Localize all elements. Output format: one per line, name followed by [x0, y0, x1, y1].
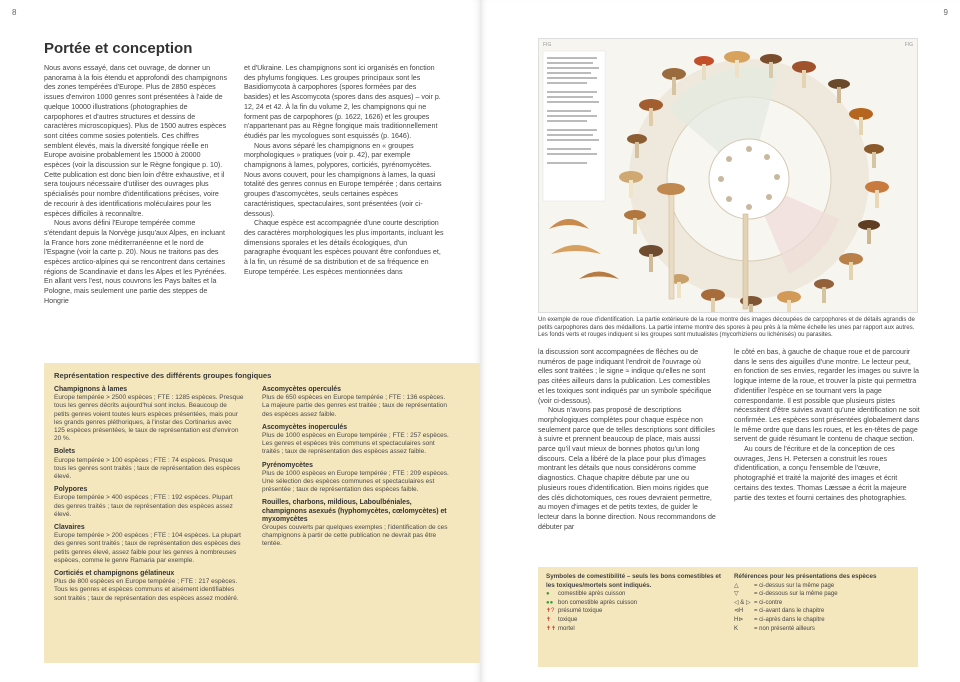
legend-label: présumé toxique: [558, 608, 603, 615]
legend-item: [734, 590, 910, 599]
legend-item: [734, 625, 910, 634]
legend-item: [546, 616, 722, 625]
left-column-2: [244, 64, 444, 277]
group-text: Groupes couverts par quelques exemples ; l'identification de ces champignons à partir de cette publication ne devrait pas être tentée.: [262, 524, 448, 548]
paragraph: Nous avons séparé les champignons en « groupes morphologiques » pratiques (voir p. 42), par exemple champignons à lames, polypores, corticiés, pyrénomycètes. Nous avons couvert, pour les champignons à lames, la quasi totalité des genres connus en Europe tempérée ; dans certains groupes d'ascomycètes, seuls certaines espèces caractéristiques, spectaculaires, sont présentées (voir ci-dessous).: [244, 141, 442, 218]
group-name: Corticiés et champignons gélatineux: [54, 570, 175, 578]
groups-column-1: [54, 386, 244, 608]
edible-icon: ●: [546, 591, 550, 598]
above-icon: △: [734, 582, 739, 589]
edibility-legend: [546, 573, 722, 661]
paragraph: le côté en bas, à gauche de chaque roue et de parcourir dans le sens des aiguilles d'une montre. Le lecteur peut, en fonction de ses envies, regarder les images ou suivre la logique interne de la roue, et trouver la piste qui permettra d'identifier l'espèce en se tournant vers la page correspondante. Il est possible que plusieurs pistes nécessitent d'être suivies avant qu'une identification ne soit confirmée. Les espèces sont présentées globalement dans le même ordre que dans les roues, et les en-têtes de page servent de guide résumant le contenu de chaque section.: [734, 348, 920, 444]
opposite-icon: ◁ & ▷: [734, 599, 751, 606]
identification-wheel-figure: [538, 38, 918, 313]
legend-label: = ci-après dans le chapitre: [754, 616, 825, 623]
group-name: Polypores: [54, 486, 88, 494]
legend-item: [734, 616, 910, 625]
group-text: Europe tempérée > 200 espèces ; FTE : 104 espèces. La plupart des genres sont traités ; taux de représentation des espèces des petits genres élevé, assez faible pour les genres à nombreuses espèces, comme le genre Ramaria par exemple.: [54, 532, 241, 564]
legend-label: = ci-contre: [754, 599, 783, 606]
legend-label: mortel: [558, 625, 575, 632]
symbols-legend: [538, 567, 918, 667]
group-text: Europe tempérée > 100 espèces ; FTE : 74 espèces. Presque tous les genres sont traités ; taux de représentation des espèces élevé.: [54, 456, 241, 481]
good-edible-icon: ●●: [546, 599, 554, 606]
legend-label: = ci-dessus sur la même page: [754, 582, 835, 589]
references-legend: [734, 573, 910, 661]
paragraph: Nous avons essayé, dans cet ouvrage, de donner un panorama à la fois étendu et approfondi des champignons des zones tempérées d'Europe. Plus de 2850 espèces issues d'environ 1000 genres sont présentées à l'aide de quelque 10000 illustrations (photographies de carpophores et d'autres structures et dessins de caractères microscopiques). Plus de 1500 autres espèces sont citées comme sosies potentiels. Ces chiffres semblent élevés, mais la diversité fongique réelle en Europe avoisine probablement les 15000 à 20000 espèces (voir la discussion sur le Règne fongique p. 10). Cette publication est donc bien loin d'être exhaustive, et il sera toujours nécessaire d'utiliser des ouvrages plus spécialisés pour nombre d'identifications précises, voire de recourir à des identifications moléculaires pour les espèces difficiles à reconnaître.: [44, 64, 227, 218]
not-elsewhere-icon: K: [734, 625, 739, 632]
paragraph: et d'Ukraine. Les champignons sont ici organisés en fonction des phylums fongiques. Les groupes principaux sont les Basidiomycota à carpophores (spores formées par des basides) et les Ascomycota (spores dans des asques) – voir p. 12, 24 et 42. À la fin du volume 2, les champignons qui ne forment pas de carpophores (p. 1622, 1626) et les groupes n'appartenant pas au Règne fongique mais traditionnellement étudiés par les mycologues sont esquissés (p. 1646).: [244, 64, 441, 140]
group-name: Clavaires: [54, 524, 85, 532]
legend-item: [734, 599, 910, 608]
legend-item: [734, 607, 910, 616]
legend-label: bon comestible après cuisson: [558, 599, 638, 606]
group-entry: [262, 424, 452, 457]
paragraph: Chaque espèce est accompagnée d'une courte description des caractères morphologiques les plus importants, incluant les dimensions sporales et les détails écologiques, d'un paragraphe évoquant les espèces pouvant être confondues et, à la fin, un résumé de sa distribution et de sa fréquence en Europe tempérée. Les espèces mentionnées dans: [244, 219, 444, 276]
edibility-legend-title: Symboles de comestibilité – seuls les bons comestibles et les toxiques/mortels sont indiqués.: [546, 573, 721, 589]
before-icon: ⊲H: [734, 608, 744, 615]
left-column-1: [44, 64, 228, 307]
groups-box-title: Représentation respective des différents groupes fongiques: [54, 371, 272, 380]
group-name: Rouilles, charbons, mildious, Laboulbéniales, champignons asexués (hyphomycètes, cœlomycètes) et myxomycètes: [262, 499, 447, 523]
group-text: Plus de 800 espèces en Europe tempérée ; FTE : 217 espèces. Tous les genres et espèces communs et aisément identifiables sont traités ; taux de représentation des espèces assez modéré.: [54, 578, 239, 602]
right-column-1: [538, 348, 716, 532]
group-entry: [54, 386, 244, 443]
group-text: Europe tempérée > 400 espèces ; FTE : 192 espèces. Plupart des genres traités ; taux de représentation des espèces assez élevé.: [54, 494, 233, 518]
groups-column-2: [262, 386, 452, 608]
legend-label: toxique: [558, 616, 578, 623]
group-entry: [54, 448, 244, 481]
group-entry: [262, 386, 452, 419]
toxic-icon: ✝: [546, 616, 552, 623]
paragraph: Nous avons défini l'Europe tempérée comme s'étendant depuis la Norvège jusqu'aux Alpes, en incluant la France hors zone méditerranéenne et le nord de l'Espagne (voir la carte p. 20). Nous ne traitons pas des espèces arctico-alpines qui se rencontrent dans certaines régions de Scandinavie et dans les Alpes et les Pyrénées. En allant vers l'est, nous couvrons les Pays baltes et la Pologne, mais seulement une partie des steppes de Hongrie: [44, 219, 227, 305]
paragraph: Au cours de l'écriture et de la conception de ces ouvrages, Jens H. Petersen a construit les roues d'identification, a conçu l'ensemble de l'œuvre, photographié et traité la majorité des images et écrit certains des textes. Thomas Læssøe a écrit la majeure partie des textes et fourni certaines des photographies.: [734, 445, 907, 502]
paragraph: la discussion sont accompagnées de flèches ou de numéros de page indiquant l'endroit de l'ouvrage où elles sont traitées ; le signe ≈ indique qu'elles ne sont pas citées ailleurs dans la publication. Les comestibles et les toxiques sont indiqués par un symbole spécifique (voir ci-dessous).: [538, 348, 712, 405]
deadly-icon: ✝✝: [546, 625, 557, 632]
figure-header-left: FIG: [543, 42, 552, 48]
legend-item: [734, 582, 910, 591]
right-column-2: [734, 348, 920, 503]
group-text: Plus de 650 espèces en Europe tempérée ; FTE : 136 espèces. La majeure partie des genres est traitée ; taux de représentation des espèces assez faible.: [262, 394, 447, 418]
group-text: Plus de 1000 espèces en Europe tempérée ; FTE : 209 espèces. Une sélection des espèces communes et spectaculaires est présentée ; taux de représentation des espèces faible.: [262, 469, 449, 494]
page-number-left: 8: [12, 8, 17, 17]
figure-header-right: FIG: [904, 42, 913, 48]
legend-label: = ci-dessous sur la même page: [754, 591, 838, 598]
group-entry: [54, 570, 244, 603]
legend-label: = ci-avant dans le chapitre: [754, 608, 825, 615]
after-icon: H⊳: [734, 616, 744, 623]
group-name: Bolets: [54, 448, 76, 456]
group-name: Champignons à lames: [54, 386, 128, 393]
figure-caption: Un exemple de roue d'identification. La partie extérieure de la roue montre des images découpées de carpophores et de détails agrandis de petits carpophores dans des médaillons. La partie interne montre des spores à peu près à la même échelle les unes par rapport aux autres. Les fonds verts et rouges indiquent si les groupes sont mutualistes (mycorhiziens ou lichénisés) ou parasites.: [538, 316, 915, 339]
presumed-toxic-icon: ✝?: [546, 608, 555, 615]
group-entry: [54, 486, 244, 519]
group-text: Europe tempérée > 2500 espèces ; FTE : 1285 espèces. Presque tous les genres décrits aujourd'hui sont inclus. Beaucoup de petits genres voient toutes leurs espèces présentées, mais pour les grands genres pléthoriques, à l'instar des Cortinarius avec 125 espèces présentées, le taux de représentation est d'environ 20 %.: [54, 394, 244, 443]
legend-item: [546, 607, 722, 616]
legend-item: [546, 590, 722, 599]
group-name: Ascomycètes inoperculés: [262, 423, 348, 431]
groups-box: [44, 363, 480, 663]
group-entry: [54, 524, 244, 565]
below-icon: ▽: [734, 591, 739, 598]
paragraph: Nous n'avons pas proposé de descriptions morphologiques complètes pour chaque espèce non seulement parce que de telles descriptions sont difficiles à suivre et prennent beaucoup de place, mais aussi parce qu'il vaut mieux de bonnes photos qu'un long discours. Cela a libéré de la place pour plus d'images montrant les détails que nous considérons comme diagnostics. Chaque chapitre débute par une ou plusieurs roues d'identification. Bien moins rigides que des clés dichotomiques, ces roues devraient permettre, au moyen d'images et de petits textes, de guider le lecteur dans la bonne direction. Nous recommandons de débuter par: [538, 406, 716, 531]
page-number-right: 9: [943, 8, 948, 17]
group-entry: [262, 462, 452, 495]
page-title: Portée et conception: [44, 40, 193, 57]
group-name: Pyrénomycètes: [262, 461, 313, 469]
legend-item: [546, 599, 722, 608]
group-text: Plus de 1000 espèces en Europe tempérée ; FTE : 257 espèces. Les genres et espèces très communs et spectaculaires sont traités ; taux de représentation des espèces assez faible.: [262, 432, 449, 456]
references-legend-title: Références pour les présentations des espèces: [734, 573, 877, 580]
group-name: Ascomycètes operculés: [262, 386, 341, 393]
legend-label: comestible après cuisson: [558, 591, 626, 598]
group-entry: [262, 499, 452, 548]
identification-wheel-illustration: [539, 39, 918, 313]
legend-item: [546, 625, 722, 634]
legend-label: = non présenté ailleurs: [754, 625, 815, 632]
